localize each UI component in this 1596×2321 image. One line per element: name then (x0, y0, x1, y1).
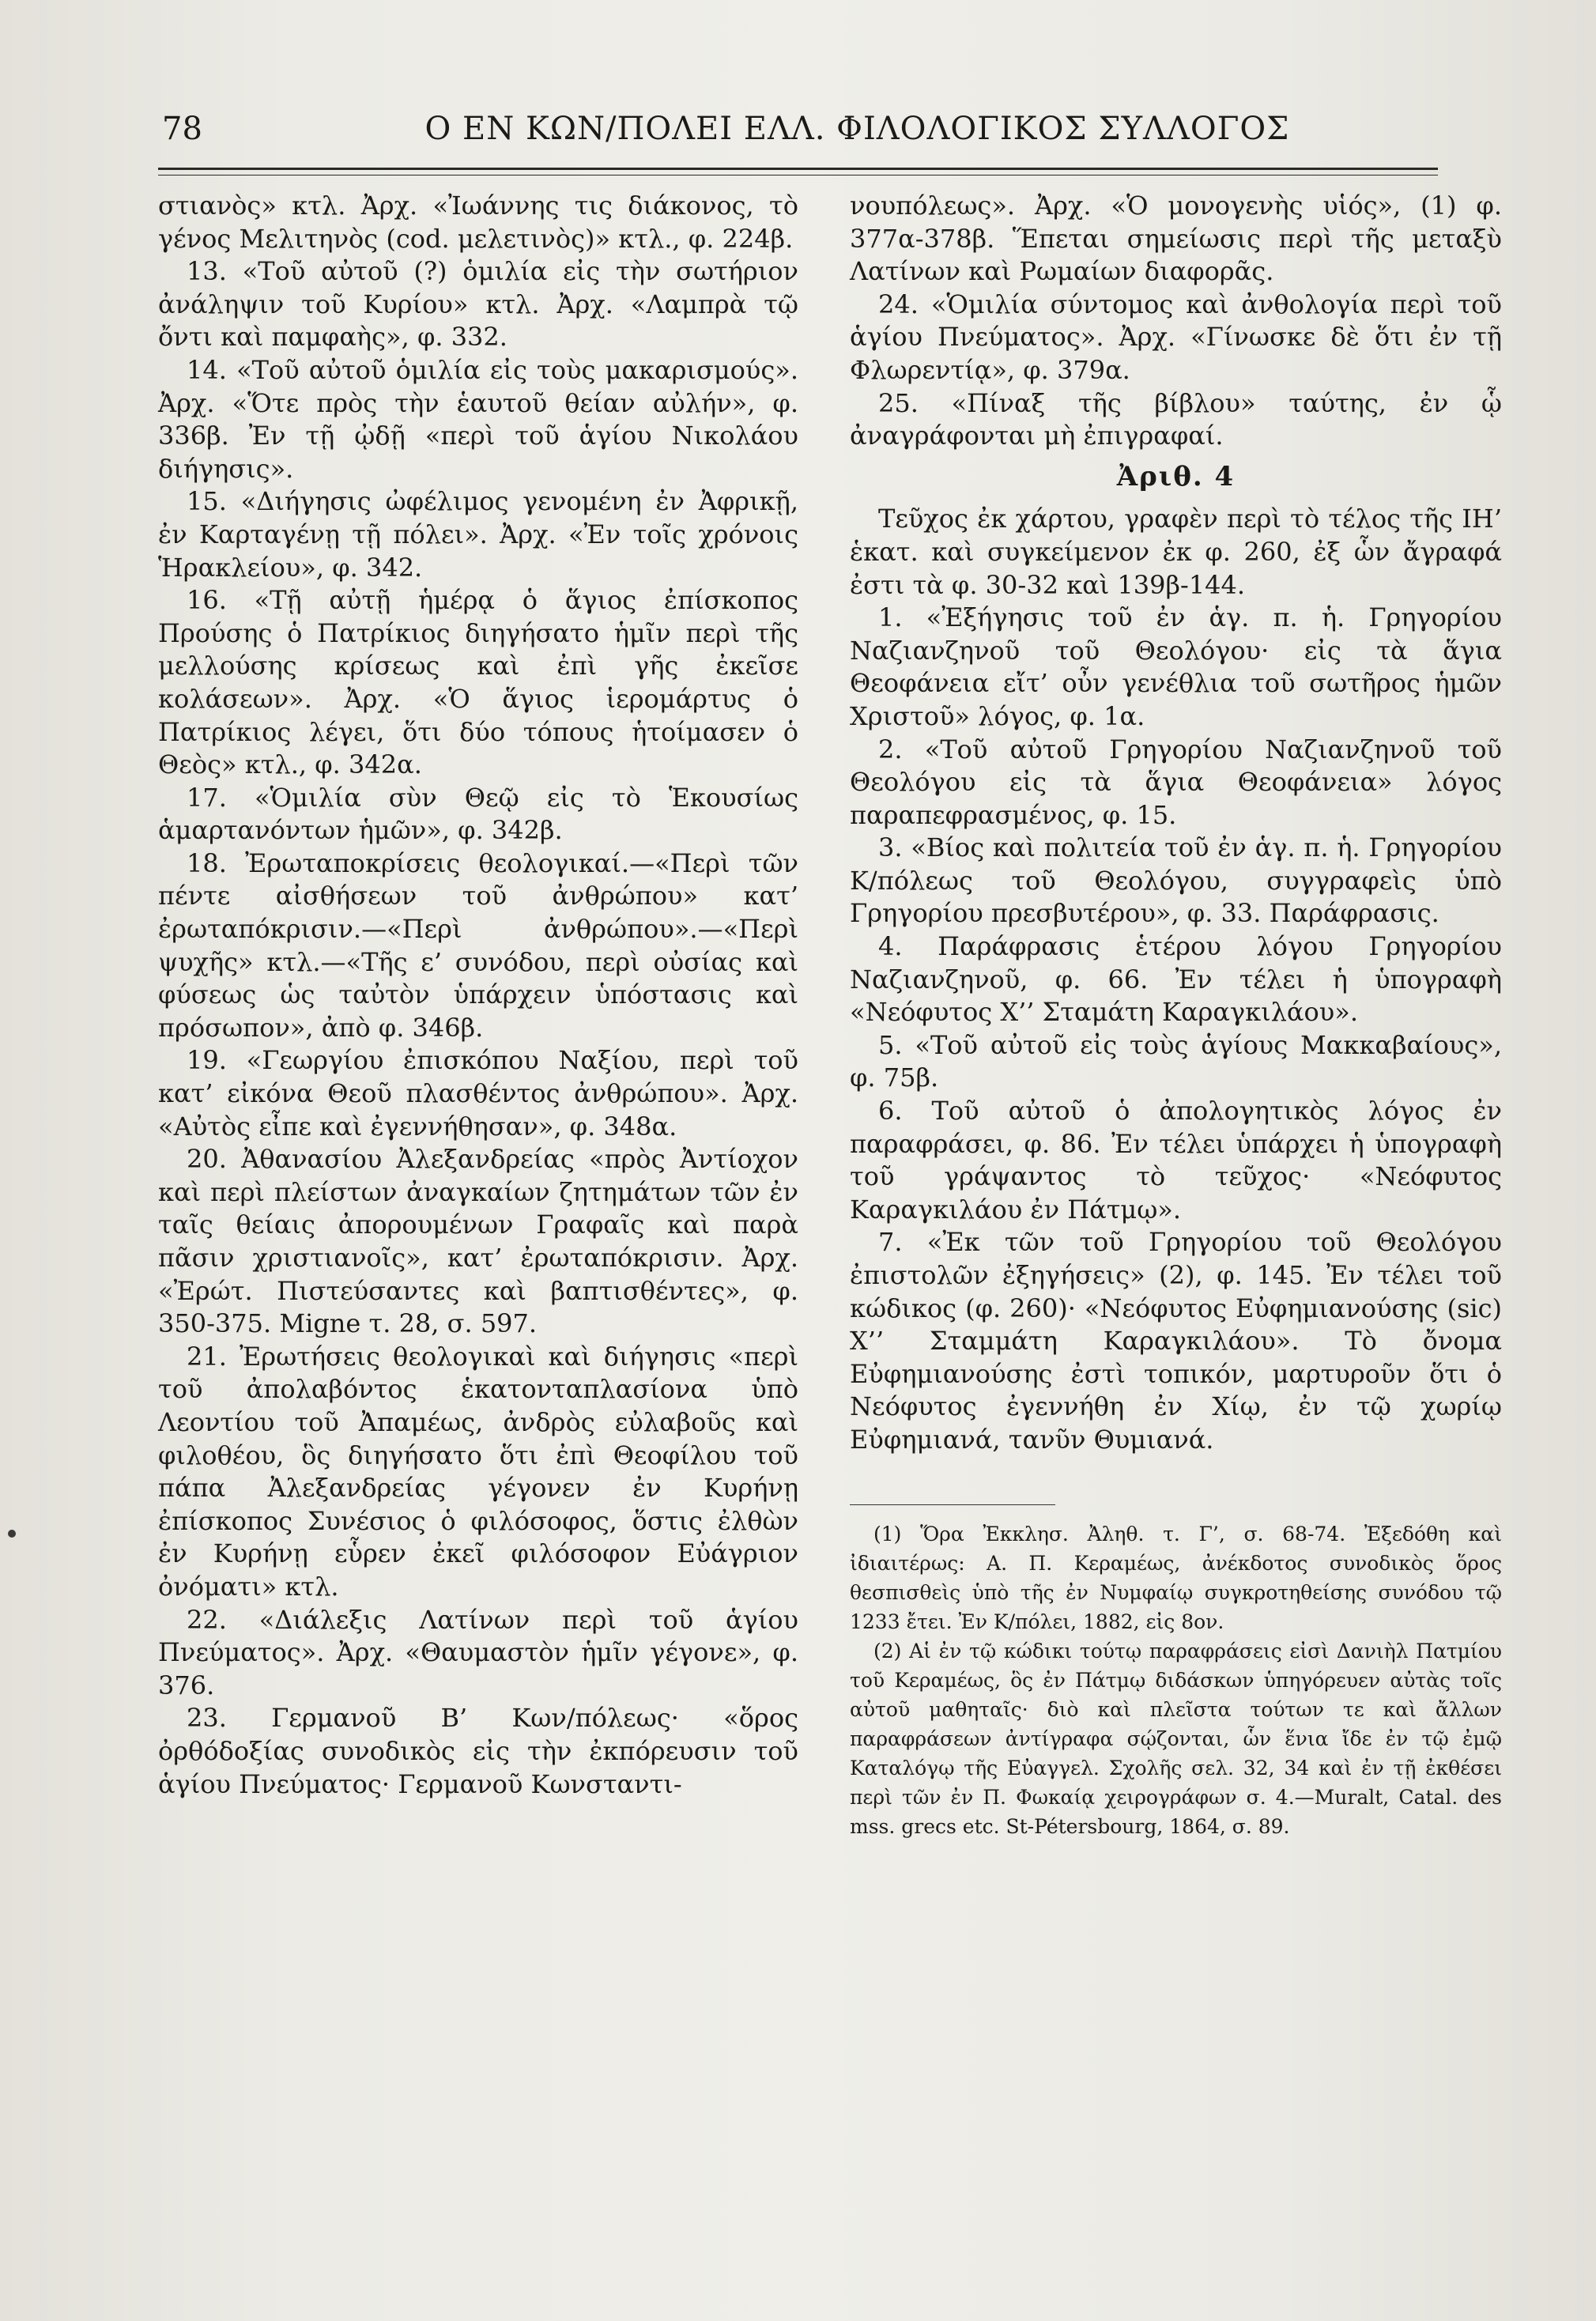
catalog-entry: 3. «Βίος καὶ πολιτεία τοῦ ἐν ἁγ. π. ἡ. Γρηγορίου Κ/πόλεως τοῦ Θεολόγου, συγγραφεὶς ὑπὸ Γρηγορίου πρεσβυτέρου», φ. 33. Παράφρασις. (850, 832, 1502, 929)
footnote: (2) Αἱ ἐν τῷ κώδικι τούτῳ παραφράσεις εἰσὶ Δανιὴλ Πατμίου τοῦ Κεραμέως, ὃς ἐν Πάτμῳ διδάσκων ὑπηγόρευεν αὐτὰς τοῖς αὐτοῦ μαθηταῖς· διὸ καὶ πλεῖστα τούτων τε καὶ ἄλλων παραφράσεων ἀντίγραφα σῴζονται, ὧν ἕνια ἴδε ἐν τῷ ἐμῷ Καταλόγῳ τῆς Εὐαγγελ. Σχολῆς σελ. 32, 34 καὶ ἐν τῇ ἐκθέσει περὶ τῶν ἐν Π. Φωκαίᾳ χειρογράφων σ. 4.—Muralt, Catal. des mss. grecs etc. St-Pétersbourg, 1864, σ. 89. (850, 1639, 1502, 1838)
paragraph: στιανὸς» κτλ. Ἀρχ. «Ἰωάννης τις διάκονος, τὸ γένος Μελιτηνὸς (cod. μελετινὸς)» κτλ., φ. 224β. (158, 191, 798, 254)
footnote: (1) Ὅρα Ἐκκλησ. Ἀληθ. τ. Γ’, σ. 68-74. Ἐξεδόθη καὶ ἰδιαιτέρως: Α. Π. Κεραμέως, ἀνέκδοτος συνοδικὸς ὅρος θεσπισθεὶς ὑπὸ τῆς ἐν Νυμφαίῳ συγκροτηθείσης συνόδου τῷ 1233 ἔτει. Ἐν Κ/πόλει, 1882, εἰς 8ον. (850, 1522, 1502, 1633)
catalog-entry: 1. «Ἐξήγησις τοῦ ἐν ἁγ. π. ἡ. Γρηγορίου Ναζιανζηνοῦ τοῦ Θεολόγου· εἰς τὰ ἅγια Θεοφάνεια εἴτ’ οὖν γενέθλια τοῦ σωτῆρος ἡμῶν Χριστοῦ» λόγος, φ. 1α. (850, 602, 1502, 731)
catalog-entry: 21. Ἐρωτήσεις θεολογικαὶ καὶ διήγησις «περὶ τοῦ ἀπολαβόντος ἑκατονταπλασίονα ὑπὸ Λεοντίου τοῦ Ἀπαμέως, ἀνδρὸς εὐλαβοῦς καὶ φιλοθέου, ὃς διηγήσατο ὅτι ἐπὶ Θεοφίλου τοῦ πάπα Ἀλεξανδρείας γέγονεν ἐν Κυρήνῃ ἐπίσκοπος Συνέσιος ὁ φιλόσοφος, ὅστις ἐλθὼν ἐν Κυρήνῃ εὗρεν ἐκεῖ φιλόσοφον Εὐάγριον ὀνόματι» κτλ. (158, 1341, 798, 1602)
page-number: 78 (162, 111, 202, 147)
footnote-rule (850, 1504, 1055, 1505)
margin-mark (8, 1530, 16, 1538)
catalog-entry: 15. «Διήγησις ὠφέλιμος γενομένη ἐν Ἀφρικῇ, ἐν Καρταγένῃ τῇ πόλει». Ἀρχ. «Ἐν τοῖς χρόνοις Ἡρακλείου», φ. 342. (158, 486, 798, 583)
manuscript-description: Τεῦχος ἐκ χάρτου, γραφὲν περὶ τὸ τέλος τῆς ΙΗ’ ἑκατ. καὶ συγκείμενον ἐκ φ. 260, ἐξ ὧν ἄγραφά ἐστι τὰ φ. 30-32 καὶ 139β-144. (850, 504, 1502, 600)
section-heading: Ἀριθ. 4 (1116, 460, 1236, 493)
header-rule (158, 168, 1438, 175)
catalog-entry: 5. «Τοῦ αὐτοῦ εἰς τοὺς ἁγίους Μακκαβαίους», φ. 75β. (850, 1029, 1502, 1093)
page-header (162, 101, 1434, 157)
catalog-entry: 25. «Πίναξ τῆς βίβλου» ταύτης, ἐν ᾧ ἀναγράφονται μὴ ἐπιγραφαί. (850, 387, 1502, 451)
catalog-entry: 23. Γερμανοῦ Β’ Κων/πόλεως· «ὅρος ὀρθόδοξίας συνοδικὸς εἰς τὴν ἐκπόρευσιν τοῦ ἁγίου Πνεύματος· Γερμανοῦ Κωνσταντι- (158, 1703, 798, 1799)
catalog-entry: 6. Τοῦ αὐτοῦ ὁ ἀπολογητικὸς λόγος ἐν παραφράσει, φ. 86. Ἐν τέλει ὑπάρχει ἡ ὑπογραφὴ τοῦ γράψαντος τὸ τεῦχος· «Νεόφυτος Καραγκιλάου ἐν Πάτμῳ». (850, 1096, 1502, 1225)
catalog-entry: 4. Παράφρασις ἑτέρου λόγου Γρηγορίου Ναζιανζηνοῦ, φ. 66. Ἐν τέλει ἡ ὑπογραφὴ «Νεόφυτος Χ’’ Σταμάτη Καραγκιλάου». (850, 931, 1502, 1028)
catalog-entry: 14. «Τοῦ αὐτοῦ ὁμιλία εἰς τοὺς μακαρισμούς». Ἀρχ. «Ὅτε πρὸς τὴν ἑαυτοῦ θείαν αὐλήν», φ. 336β. Ἐν τῇ ᾠδῇ «περὶ τοῦ ἁγίου Νικολάου διήγησις». (158, 354, 798, 484)
running-title: Ο ΕΝ ΚΩΝ/ΠΟΛΕΙ ΕΛΛ. ΦΙΛΟΛΟΓΙΚΟΣ ΣΥΛΛΟΓΟΣ (424, 111, 1290, 147)
catalog-entry: 13. «Τοῦ αὐτοῦ (?) ὁμιλία εἰς τὴν σωτήριον ἀνάληψιν τοῦ Κυρίου» κτλ. Ἀρχ. «Λαμπρὰ τῷ ὄντι καὶ παμφαὴς», φ. 332. (158, 256, 798, 353)
catalog-entry: 7. «Ἐκ τῶν τοῦ Γρηγορίου τοῦ Θεολόγου ἐπιστολῶν ἐξηγήσεις» (2), φ. 145. Ἐν τέλει τοῦ κώδικος (φ. 260)· «Νεόφυτος Εὐφημιανούσης (sic) Χ’’ Σταμμάτη Καραγκιλάου». Τὸ ὄνομα Εὐφημιανούσης ἐστὶ τοπικόν, μαρτυροῦν ὅτι ὁ Νεόφυτος ἐγεννήθη ἐν Χίῳ, ἐν τῷ χωρίῳ Εὐφημιανά, τανῦν Θυμιανά. (850, 1227, 1502, 1455)
catalog-entry: 20. Ἀθανασίου Ἀλεξανδρείας «πρὸς Ἀντίοχον καὶ περὶ πλείστων ἀναγκαίων ζητημάτων τῶν ἐν ταῖς θείαις ἀπορουμένων Γραφαῖς καὶ παρὰ πᾶσιν χριστιανοῖς», κατ’ ἐρωταπόκρισιν. Ἀρχ. «Ἐρώτ. Πιστεύσαντες καὶ βαπτισθέντες», φ. 350-375. Migne τ. 28, σ. 597. (158, 1144, 798, 1339)
catalog-entry: 17. «Ὁμιλία σὺν Θεῷ εἰς τὸ Ἑκουσίως ἁμαρτανόντων ἡμῶν», φ. 342β. (158, 782, 798, 846)
catalog-entry: 19. «Γεωργίου ἐπισκόπου Ναξίου, περὶ τοῦ κατ’ εἰκόνα Θεοῦ πλασθέντος ἀνθρώπου». Ἀρχ. «Αὐτὸς εἶπε καὶ ἐγεννήθησαν», φ. 348α. (158, 1045, 798, 1142)
footnotes (850, 1519, 1502, 1841)
left-column (158, 190, 798, 1801)
catalog-entry: 22. «Διάλεξις Λατίνων περὶ τοῦ ἁγίου Πνεύματος». Ἀρχ. «Θαυμαστὸν ἡμῖν γέγονε», φ. 376. (158, 1604, 798, 1700)
right-column (850, 190, 1502, 1841)
catalog-entry: 18. Ἐρωταποκρίσεις θεολογικαί.—«Περὶ τῶν πέντε αἰσθήσεων τοῦ ἀνθρώπου» κατ’ ἐρωταπόκρισιν.—«Περὶ ἀνθρώπου».—«Περὶ ψυχῆς» κτλ.—«Τῆς ε’ συνόδου, περὶ οὐσίας καὶ φύσεως ὡς ταὐτὸν ὑπάρχειν ὑπόστασις καὶ πρόσωπον», ἀπὸ φ. 346β. (158, 847, 798, 1043)
paragraph: νουπόλεως». Ἀρχ. «Ὁ μονογενὴς υἱός», (1) φ. 377α-378β. Ἕπεται σημείωσις περὶ τῆς μεταξὺ Λατίνων καὶ Ρωμαίων διαφορᾶς. (850, 191, 1502, 287)
catalog-entry: 16. «Τῇ αὐτῇ ἡμέρᾳ ὁ ἅγιος ἐπίσκοπος Προύσης ὁ Πατρίκιος διηγήσατο ἡμῖν περὶ τῆς μελλούσης κρίσεως καὶ ἐπὶ γῆς ἐκεῖσε κολάσεων». Ἀρχ. «Ὁ ἅγιος ἱερομάρτυς ὁ Πατρίκιος λέγει, ὅτι δύο τόπους ἡτοίμασεν ὁ Θεὸς» κτλ., φ. 342α. (158, 585, 798, 780)
catalog-entry: 24. «Ὁμιλία σύντομος καὶ ἀνθολογία περὶ τοῦ ἁγίου Πνεύματος». Ἀρχ. «Γίνωσκε δὲ ὅτι ἐν τῇ Φλωρεντίᾳ», φ. 379α. (850, 289, 1502, 385)
catalog-entry: 2. «Τοῦ αὐτοῦ Γρηγορίου Ναζιανζηνοῦ τοῦ Θεολόγου εἰς τὰ ἅγια Θεοφάνεια» λόγος παραπεφρασμένος, φ. 15. (850, 734, 1502, 830)
